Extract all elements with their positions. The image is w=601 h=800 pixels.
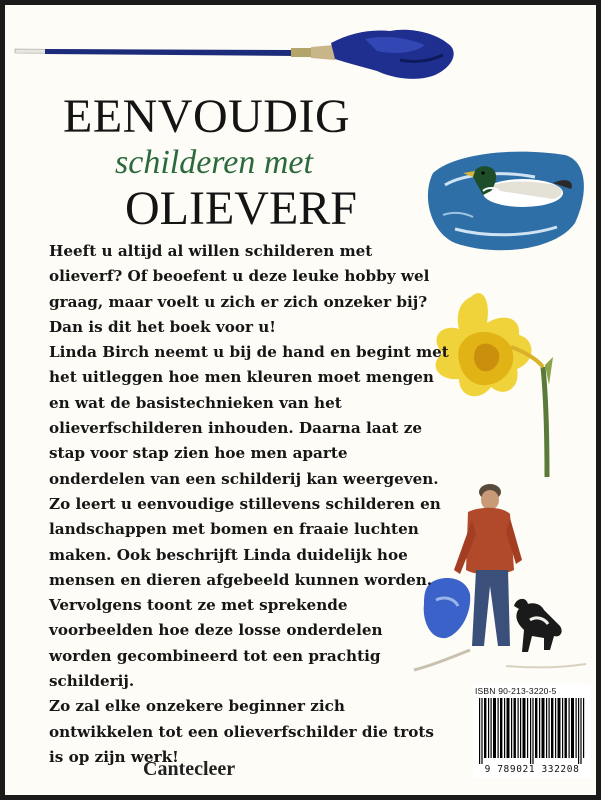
title-line-3: OLIEVERF (125, 182, 357, 235)
publisher-name: Cantecleer (143, 758, 236, 780)
blurb-paragraph-3: Zo zal elke onzekere beginner zich ontwikkelen tot een olieverfschilder die trots is op zijn werk! (49, 697, 434, 766)
book-back-cover (5, 5, 596, 795)
back-cover-blurb (49, 239, 449, 770)
ean-number: 9 789021 332208 (484, 764, 580, 775)
barcode-graphic (479, 698, 585, 764)
blurb-paragraph-1: Heeft u altijd al willen schilderen met olieverf? Of beoefent u deze leuke hobby wel graag, maar voelt u zich er zich onzeker bij? Dan is dit het boek voor u! (49, 242, 430, 336)
blurb-paragraph-2: Linda Birch neemt u bij de hand en begint met het uitleggen hoe men kleuren moet mengen en wat de basistechnieken van het olieverfschilderen inhouden. Daarna laat ze stap voor stap zien hoe men aparte onderdelen van een schilderij kan weergeven. Zo leert u eenvoudige stillevens schilderen en landschappen met bomen en fraaie luchten maken. Ook beschrijft Linda duidelijk hoe mensen en dieren afgebeeld kunnen worden. Vervolgens toont ze met sprekende voorbeelden hoe deze losse onderdelen worden gecombineerd tot een prachtig schilderij. (49, 343, 449, 691)
isbn-barcode-block (473, 684, 591, 778)
title-line-1: EENVOUDIG (63, 90, 351, 143)
isbn-number: ISBN 90-213-3220-5 (475, 686, 557, 696)
duck-painting (425, 133, 591, 273)
title-line-2: schilderen met (115, 144, 313, 181)
paintbrush-illustration (5, 5, 485, 85)
